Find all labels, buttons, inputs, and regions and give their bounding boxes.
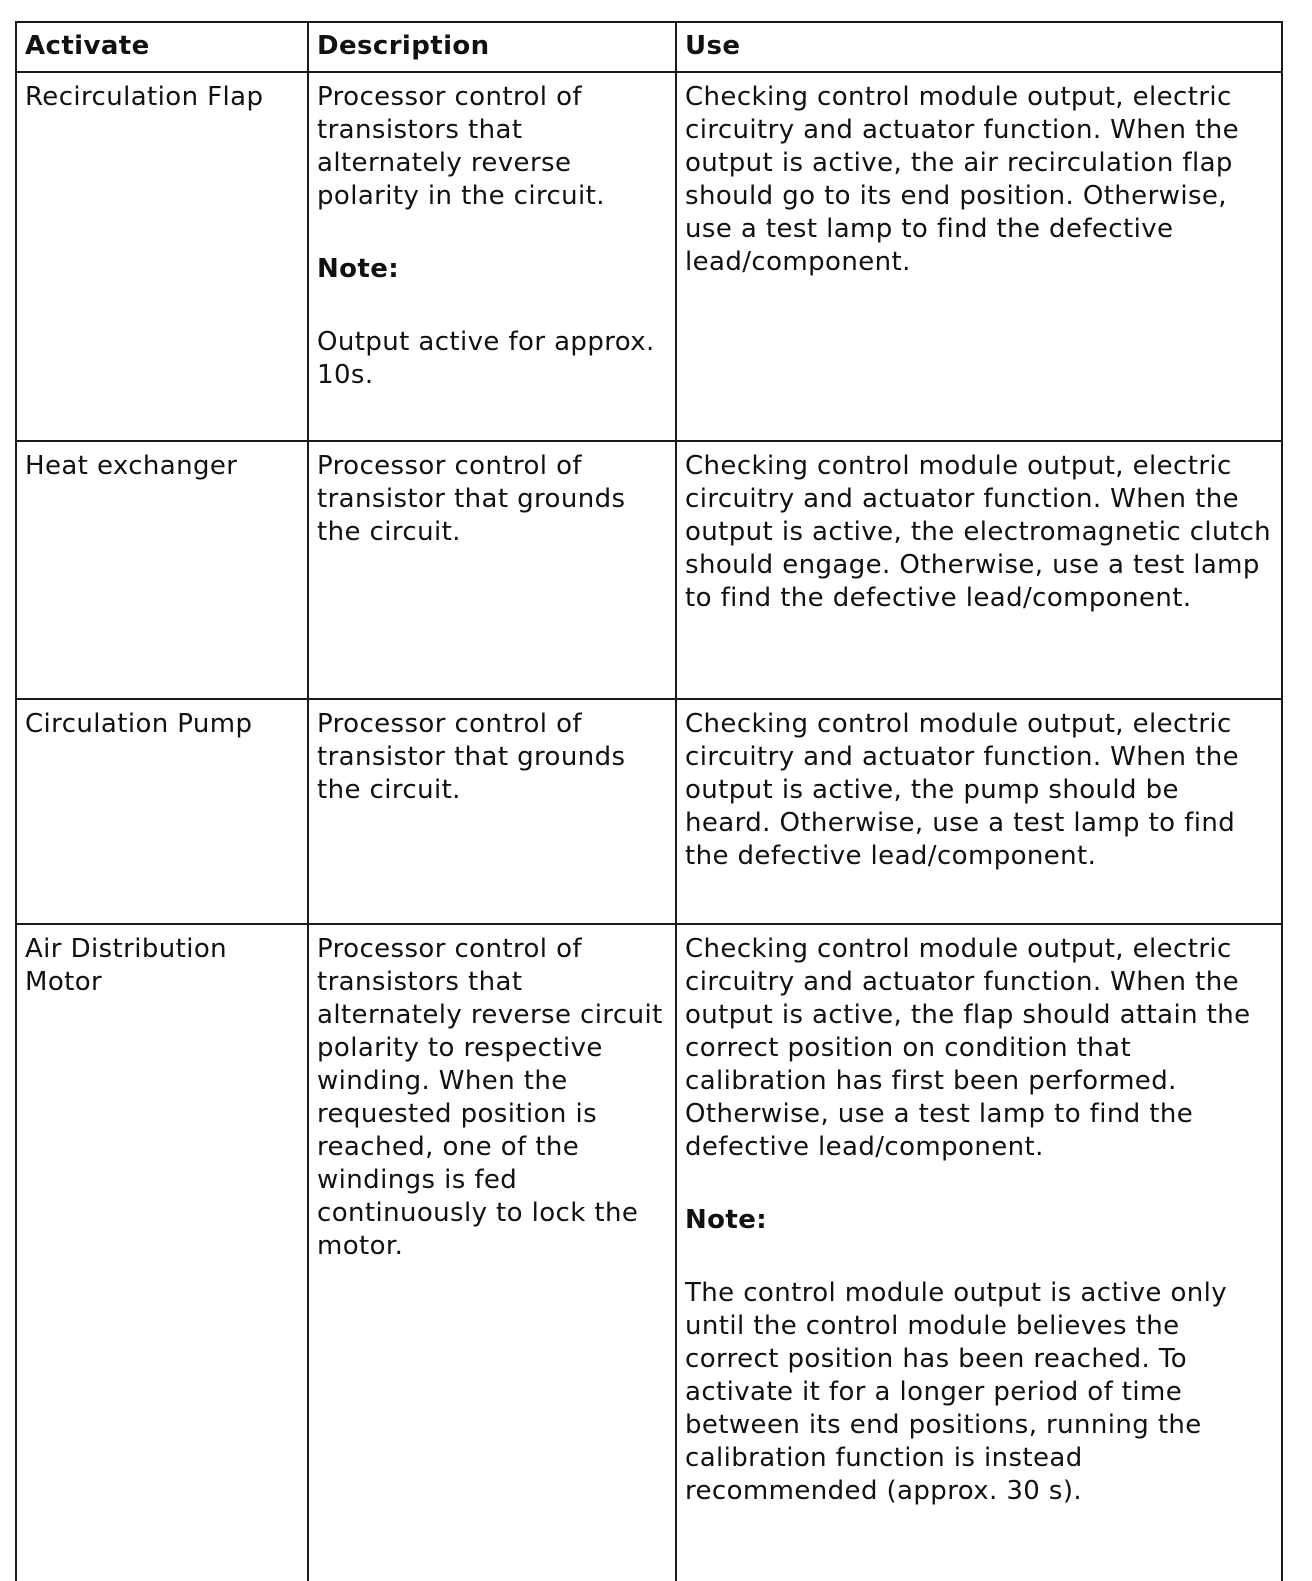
table-row — [16, 699, 1282, 924]
header-row — [16, 22, 1282, 72]
use-cell — [676, 699, 1282, 924]
description-cell — [308, 441, 676, 699]
use-text: Checking control module output, electric circuitry and actuator function. When the output is active, the electromagnetic clutch should engage. Otherwise, use a test lamp to find the defective lead/component. — [685, 451, 1272, 613]
use-cell — [676, 72, 1282, 441]
header-use: Use — [676, 22, 1282, 72]
activation-table — [15, 21, 1283, 1581]
activate-cell — [16, 924, 308, 1581]
table-row — [16, 441, 1282, 699]
description-cell — [308, 72, 676, 441]
header-activate: Activate — [16, 22, 308, 72]
use-cell — [676, 924, 1282, 1581]
description-text: Processor control of transistor that grounds the circuit. — [317, 451, 626, 547]
activate-cell — [16, 699, 308, 924]
activate-text: Heat exchanger — [25, 451, 238, 481]
use-text: Checking control module output, electric circuitry and actuator function. When the output is active, the air recirculation flap should go to its end position. Otherwise, use a test lamp to find the defective lead/component. — [685, 82, 1239, 277]
use-text: Checking control module output, electric circuitry and actuator function. When the output is active, the pump should be heard. Otherwise, use a test lamp to find the defective lead/component. — [685, 709, 1239, 871]
header-description: Description — [308, 22, 676, 72]
description-text: Processor control of transistors that alternately reverse polarity in the circuit. — [317, 82, 605, 211]
use-text: Checking control module output, electric circuitry and actuator function. When the output is active, the flap should attain the correct position on condition that calibration has first been performed. Otherwise, use a test lamp to find the defective lead/component. — [685, 934, 1251, 1162]
activate-cell — [16, 72, 308, 441]
note-label: Note: — [317, 254, 400, 284]
description-text: Processor control of transistor that grounds the circuit. — [317, 709, 626, 805]
description-text: Processor control of transistors that alternately reverse circuit polarity to respective winding. When the requested position is reached, one of the windings is fed continuously to lock the motor. — [317, 934, 663, 1261]
note-text: Output active for approx. 10s. — [317, 327, 655, 390]
table-row — [16, 72, 1282, 441]
activate-text: Air Distribution Motor — [25, 934, 228, 997]
note-text: The control module output is active only until the control module believes the correct position has been reached. To activate it for a longer period of time between its end positions, running the calibration function is instead recommended (approx. 30 s). — [685, 1278, 1228, 1506]
activate-cell — [16, 441, 308, 699]
use-cell — [676, 441, 1282, 699]
description-cell — [308, 699, 676, 924]
note-label: Note: — [685, 1205, 768, 1235]
description-cell — [308, 924, 676, 1581]
table-row — [16, 924, 1282, 1581]
activate-text: Circulation Pump — [25, 709, 253, 739]
activate-text: Recirculation Flap — [25, 82, 264, 112]
